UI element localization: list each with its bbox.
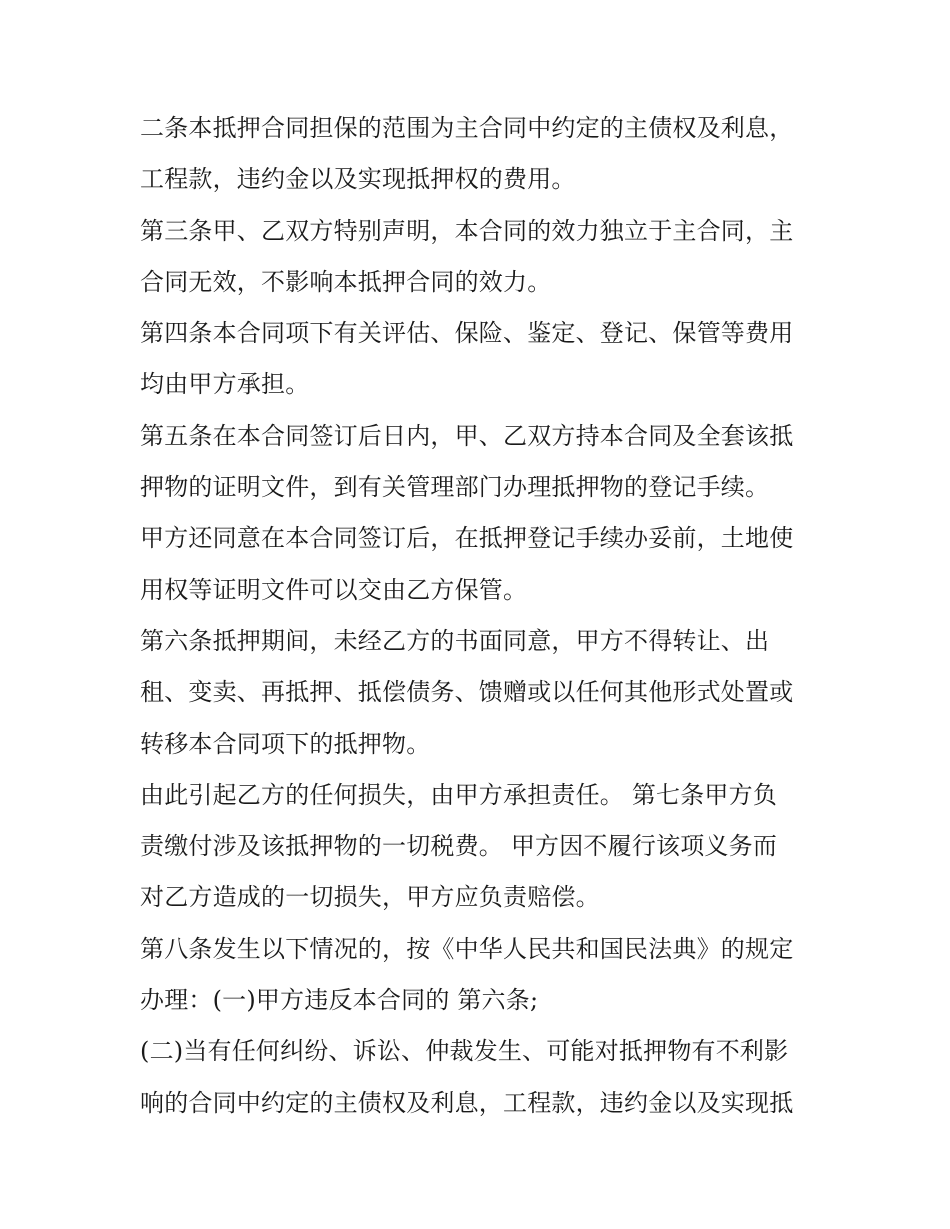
text-line: 二条本抵押合同担保的范围为主合同中约定的主债权及利息， [140, 114, 794, 142]
text-line: 第五条在本合同签订后日内，甲、乙双方持本合同及全套该抵 [140, 421, 794, 450]
text-line: 均由甲方承担。 [140, 370, 310, 399]
text-line: 办理：(一)甲方违反本合同的 第六条; [140, 986, 539, 1015]
text-line: 由此引起乙方的任何损失，由甲方承担责任。 第七条甲方负 [140, 780, 778, 809]
text-line: 甲方还同意在本合同签订后，在抵押登记手续办妥前，土地使 [140, 524, 794, 553]
text-line: (二)当有任何纠纷、诉讼、仲裁发生、可能对抵押物有不利影 [140, 1037, 789, 1066]
text-line: 响的合同中约定的主债权及利息，工程款，违约金以及实现抵 [140, 1088, 794, 1117]
text-line: 第三条甲、乙双方特别声明，本合同的效力独立于主合同，主 [140, 216, 794, 245]
text-line: 转移本合同项下的抵押物。 [140, 729, 431, 758]
text-line: 第八条发生以下情况的，按《中华人民共和国民法典》的规定 [140, 934, 794, 963]
text-line: 押物的证明文件，到有关管理部门办理抵押物的登记手续。 [140, 473, 770, 502]
text-line: 工程款，违约金以及实现抵押权的费用。 [140, 165, 576, 194]
text-line: 对乙方造成的一切损失，甲方应负责赔偿。 [140, 883, 600, 912]
text-line: 合同无效，不影响本抵押合同的效力。 [140, 267, 552, 296]
text-line: 责缴付涉及该抵押物的一切税费。 甲方因不履行该项义务而 [140, 832, 778, 861]
text-line: 租、变卖、再抵押、抵偿债务、馈赠或以任何其他形式处置或 [140, 678, 794, 707]
text-line: 用权等证明文件可以交由乙方保管。 [140, 575, 528, 604]
text-line: 第四条本合同项下有关评估、保险、鉴定、登记、保管等费用 [140, 319, 794, 348]
document-body [140, 103, 820, 1129]
text-line: 第六条抵押期间，未经乙方的书面同意，甲方不得转让、出 [140, 626, 770, 655]
